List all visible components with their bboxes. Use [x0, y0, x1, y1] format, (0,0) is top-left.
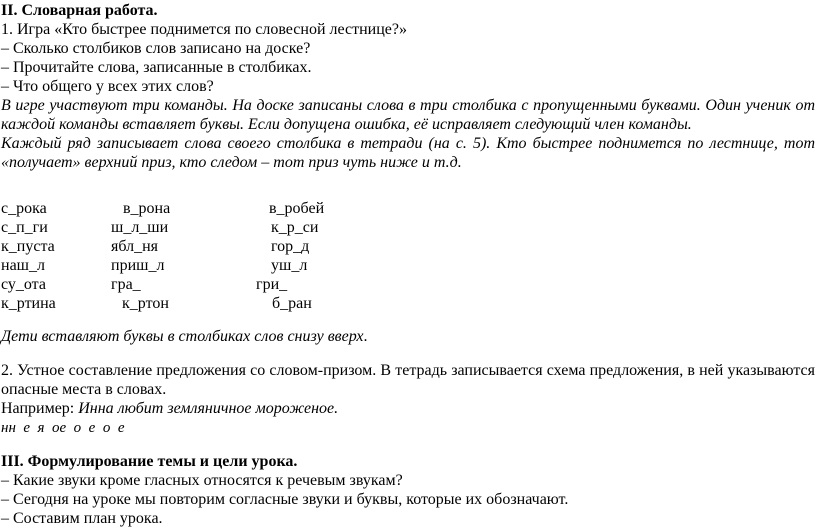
game-rules-line-3: Каждый ряд записывает слова своего столбика в тетради (на с. 5). Кто быстрее поднимется по лестнице, тот	[1, 135, 815, 152]
word: с_рока	[1, 200, 47, 217]
game-rules-line-2: каждой команды вставляет буквы. Если допущена ошибка, её исправляет следующий член команды.	[1, 116, 692, 133]
word: к_ртон	[122, 295, 169, 312]
word: гор_д	[271, 238, 310, 255]
section3-question-3: – Составим план урока.	[1, 510, 163, 527]
question-3: – Что общего у всех этих слов?	[1, 78, 214, 95]
word: к_пуста	[1, 238, 55, 255]
word: наш_л	[1, 257, 45, 274]
word: б_ран	[272, 295, 312, 312]
sentence-scheme: нн е я ое о е о е	[1, 420, 125, 436]
insert-note	[1, 328, 367, 346]
example-line	[1, 400, 338, 418]
word: ш_л_ши	[111, 219, 169, 236]
word: гри_	[256, 276, 288, 293]
example-label: Например:	[1, 400, 79, 417]
section-heading-2: II. Словарная работа.	[1, 2, 158, 19]
word: в_робей	[269, 200, 325, 217]
question-1: – Сколько столбиков слов записано на доске?	[1, 40, 311, 57]
word: гра_	[111, 276, 141, 293]
word: в_рона	[123, 200, 171, 217]
example-sentence: Инна любит земляничное мороженое.	[78, 400, 339, 417]
section3-question-1: – Какие звуки кроме гласных относятся к речевым звукам?	[1, 472, 403, 489]
word: к_ртина	[1, 295, 56, 312]
insert-note-period: .	[363, 328, 368, 345]
section3-question-2: – Сегодня на уроке мы повторим согласные звуки и буквы, которые их обозначают.	[1, 491, 569, 508]
part2-line-1: 2. Устное составление предложения со словом-призом. В тетрадь записывается схема предложения, в ней указываются	[1, 362, 815, 379]
section-heading-3: III. Формулирование темы и цели урока.	[1, 453, 298, 470]
game-rules-line-4: «получает» верхний приз, кто следом – тот приз чуть ниже и т.д.	[1, 154, 462, 171]
game-rules-line-1: В игре участвуют три команды. На доске записаны слова в три столбика с пропущенными буквами. Один ученик от	[1, 97, 815, 114]
word: уш_л	[271, 257, 308, 274]
word: су_ота	[1, 276, 46, 293]
word: к_р_си	[271, 219, 319, 236]
question-2: – Прочитайте слова, записанные в столбиках.	[1, 59, 312, 76]
game-title: 1. Игра «Кто быстрее поднимется по словесной лестнице?»	[1, 21, 407, 38]
insert-note-text: Дети вставляют буквы в столбиках слов снизу вверх	[1, 328, 364, 345]
word: ябл_ня	[111, 238, 159, 255]
part2-line-2: опасные места в словах.	[1, 381, 167, 398]
word: с_п_ги	[1, 219, 48, 236]
word: приш_л	[111, 257, 165, 274]
